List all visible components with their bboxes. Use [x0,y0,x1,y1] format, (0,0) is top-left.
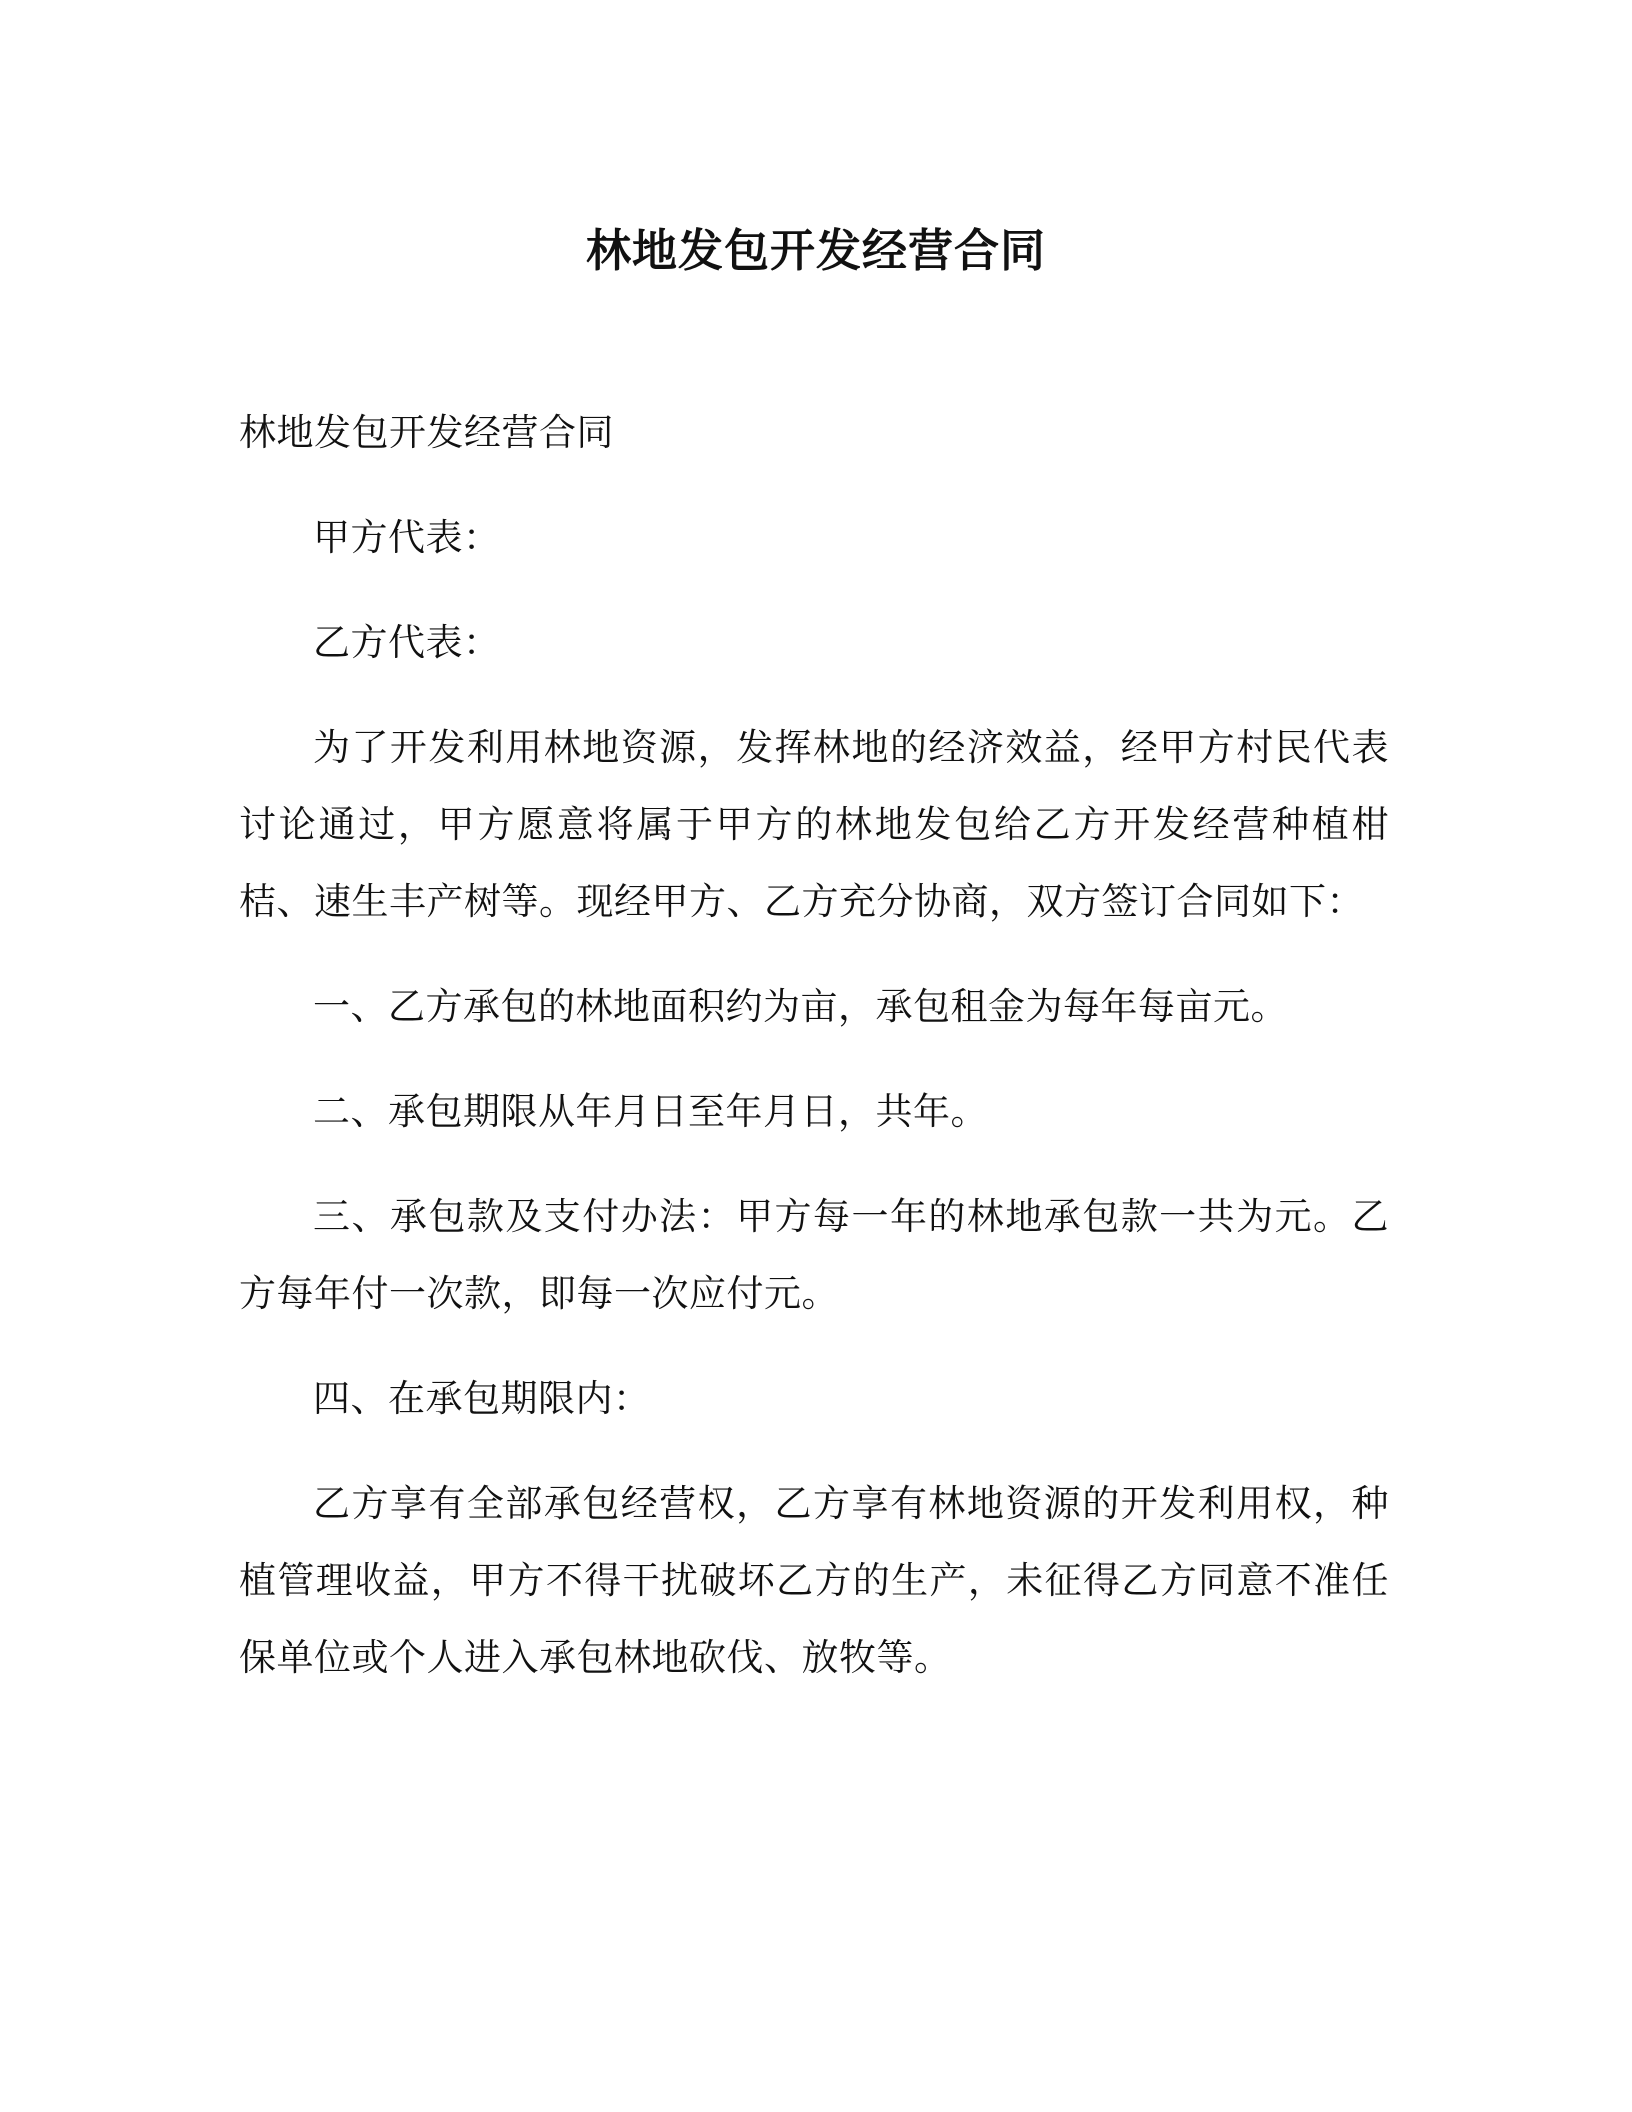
party-a-representative: 甲方代表： [313,516,501,559]
document-title: 林地发包开发经营合同 [585,224,1046,277]
clause-3-payment: 三、承包款及支付办法：甲方每一年的林地承包款一共为元。乙方每年付一次款，即每一次应付元。 [239,1195,1389,1315]
contract-heading: 林地发包开发经营合同 [239,411,614,454]
clause-1-area-rent: 一、乙方承包的林地面积约为亩，承包租金为每年每亩元。 [313,985,1288,1028]
document-body [239,394,1389,1696]
clause-4-heading: 四、在承包期限内： [313,1377,651,1420]
party-b-representative: 乙方代表： [313,621,501,664]
clause-2-term: 二、承包期限从年月日至年月日，共年。 [313,1090,988,1133]
preamble-paragraph: 为了开发利用林地资源，发挥林地的经济效益，经甲方村民代表讨论通过，甲方愿意将属于甲方的林地发包给乙方开发经营种植柑桔、速生丰产树等。现经甲方、乙方充分协商，双方签订合同如下： [239,726,1389,923]
clause-4-rights-paragraph: 乙方享有全部承包经营权，乙方享有林地资源的开发利用权，种植管理收益，甲方不得干扰破坏乙方的生产，未征得乙方同意不准任保单位或个人进入承包林地砍伐、放牧等。 [239,1482,1389,1679]
